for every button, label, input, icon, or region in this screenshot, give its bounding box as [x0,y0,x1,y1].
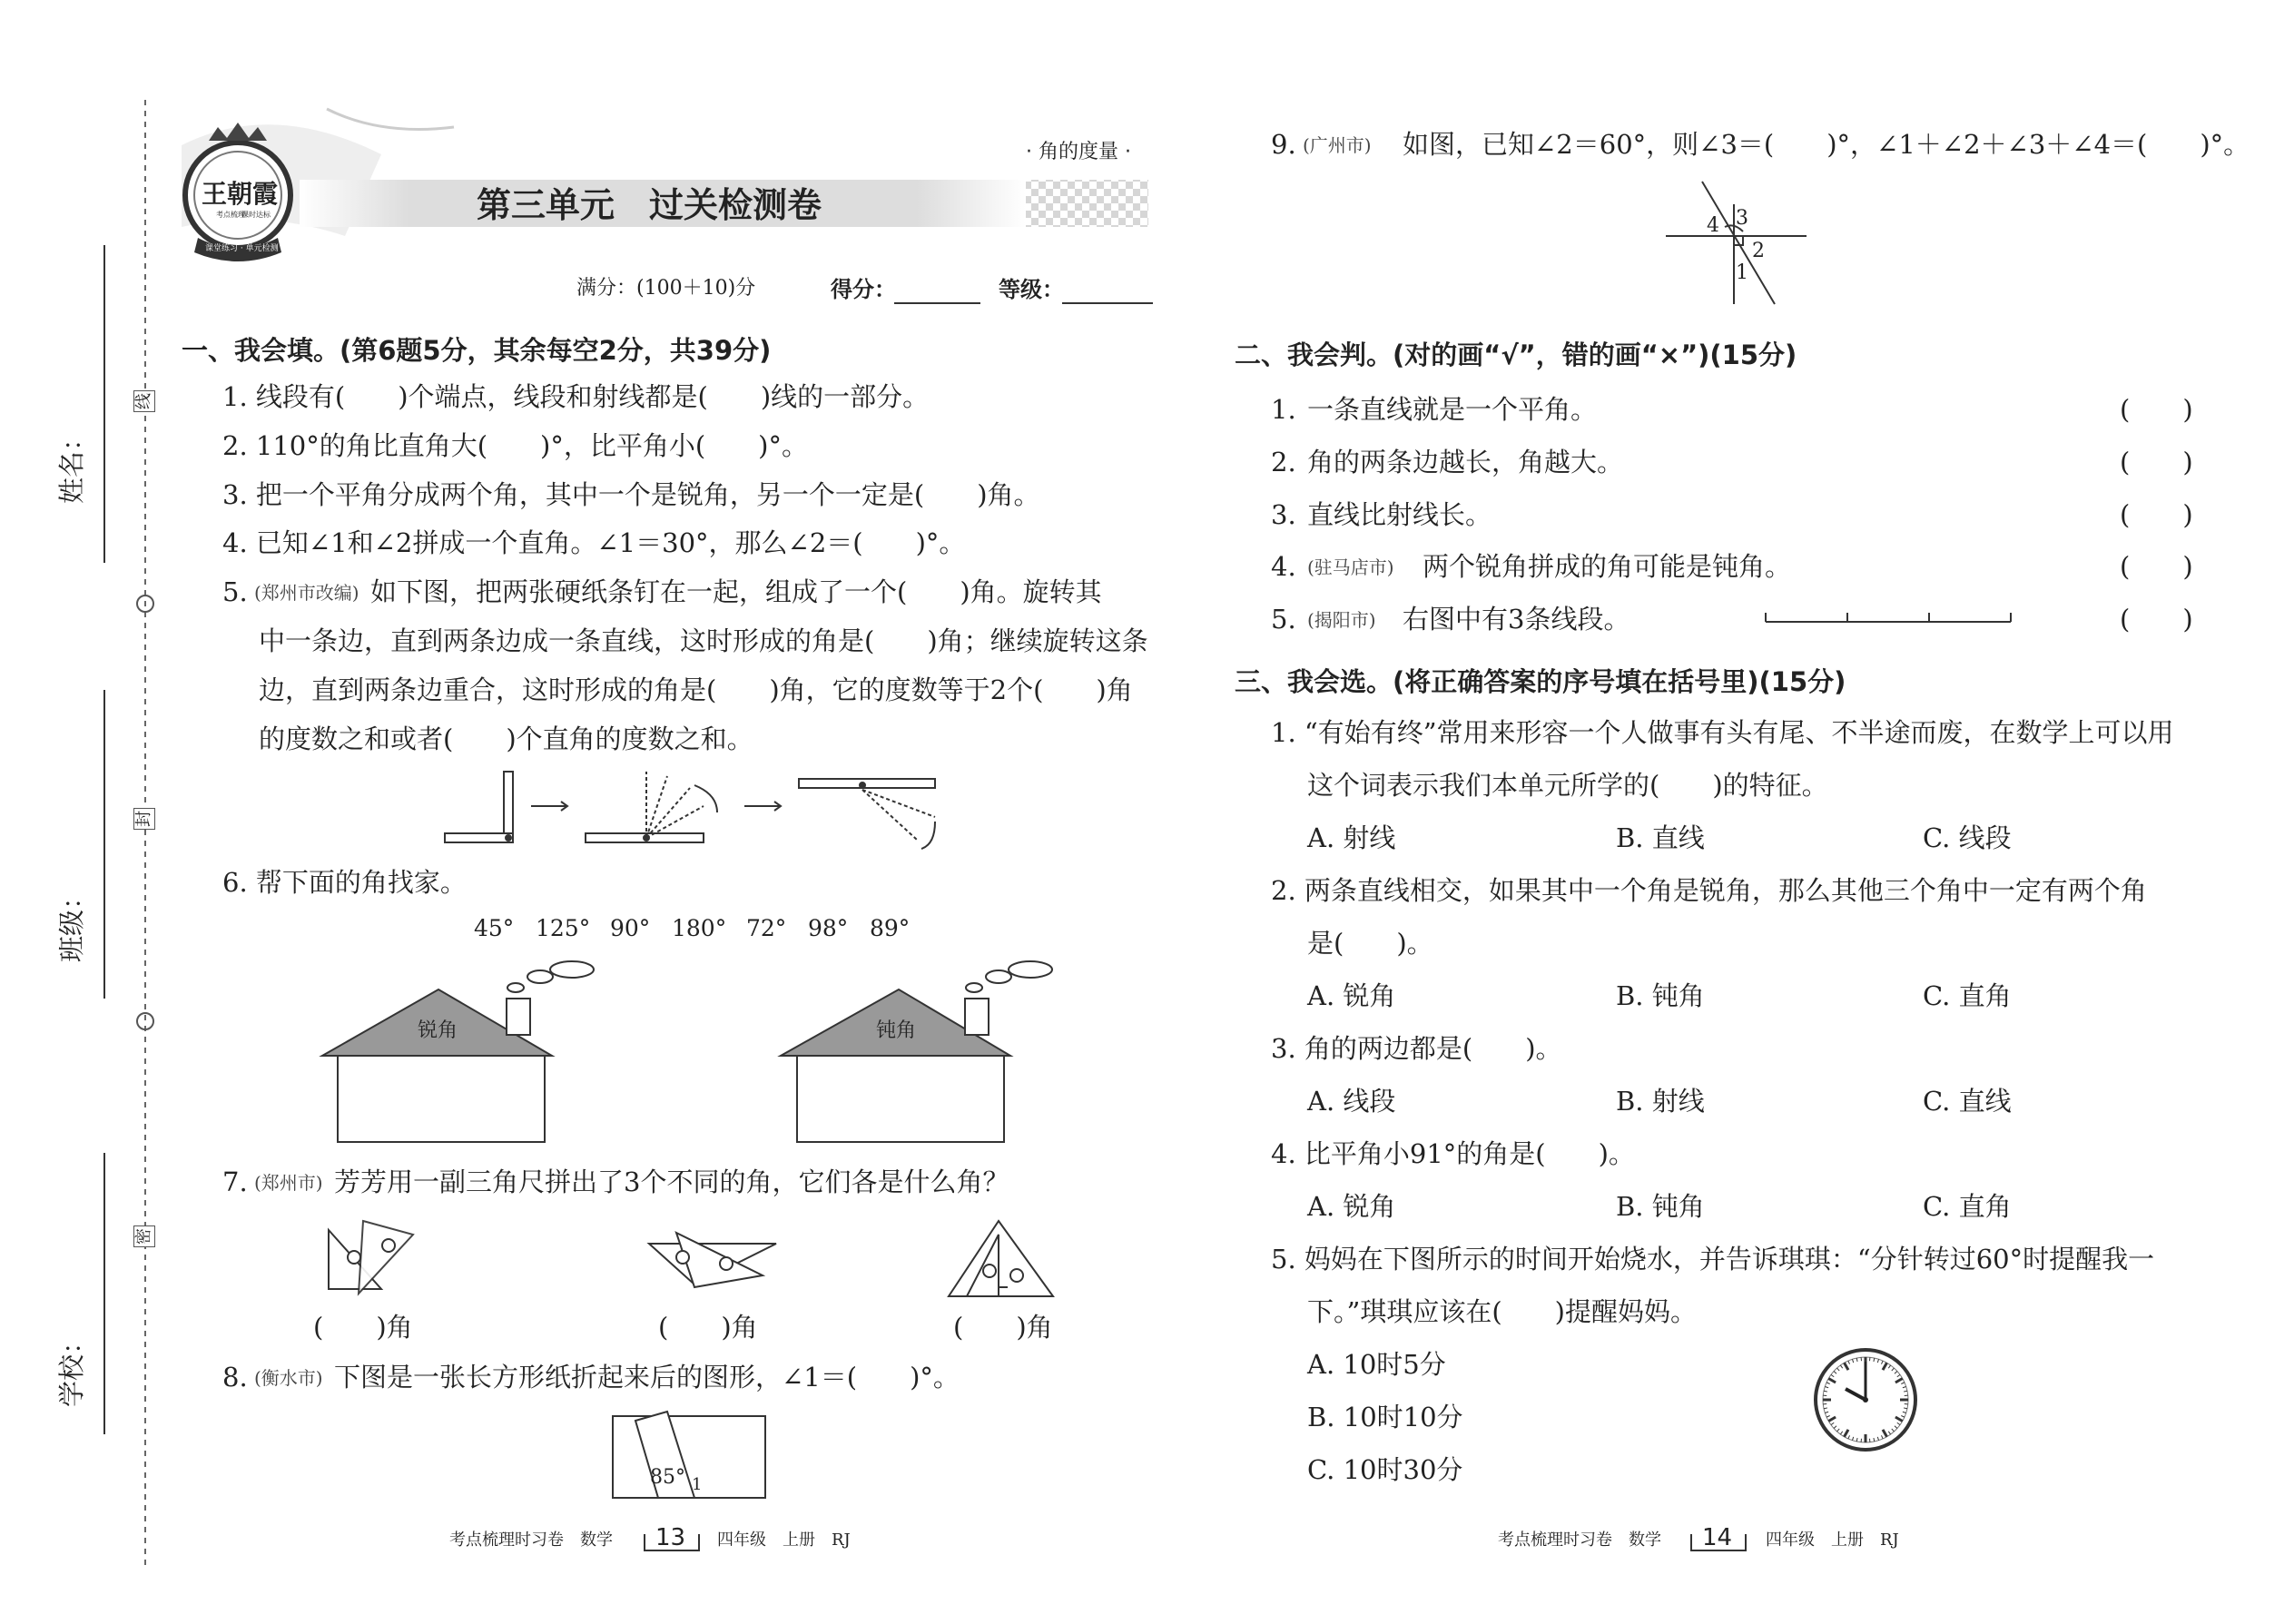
p1-q7-text: 芳芳用一副三角尺拼出了3个不同的角，它们各是什么角？ [334,1166,1009,1197]
p2-item1-answer[interactable]: ( ) [2120,394,2193,425]
p3-q3-opt-c[interactable]: C. 直线 [1923,1086,2012,1117]
p2-item4-num: 4. [1271,551,1296,582]
school-label: 学校： [56,1327,87,1407]
p2-item2-num: 2. [1271,447,1296,477]
p3-q1-opt-c[interactable]: C. 线段 [1923,822,2012,853]
cut-mark-seal: 封 [133,808,155,830]
left-footer-page: 13 [655,1524,686,1551]
p3-q4-opt-b[interactable]: B. 钝角 [1616,1191,1705,1222]
p1-q5-num: 5. [222,576,248,607]
left-footer-book: 考点梳理时习卷 数学 [449,1530,613,1550]
p1-q6: 6. 帮下面的角找家。 [222,867,467,898]
p3-q5-opt-b[interactable]: B. 10时10分 [1307,1402,1463,1432]
q6-angle-5: 98° [808,915,849,941]
r-q9-text: 如图，已知∠2＝60°，则∠3＝( )°，∠1＋∠2＋∠3＋∠4＝( )°。 [1403,129,2250,160]
p3-q2-opt-b[interactable]: B. 钝角 [1616,980,1705,1011]
p2-item3-text: 直线比射线长。 [1307,499,1492,530]
q7-answer-1[interactable]: ( )角 [313,1312,413,1343]
p3-q3-opt-b[interactable]: B. 射线 [1616,1086,1705,1117]
part1-heading: 一、我会填。(第6题5分，其余每空2分，共39分) [182,335,772,366]
part2-heading: 二、我会判。(对的画“√”，错的画“×”)(15分) [1235,340,1797,370]
p2-item3-answer[interactable]: ( ) [2120,499,2193,530]
q9-label-4: 4 [1707,214,1719,237]
score-label: 得分： [831,277,896,302]
p1-q8-text: 下图是一张长方形纸折起来后的图形，∠1＝( )°。 [334,1362,960,1393]
p3-q2-opt-a[interactable]: A. 锐角 [1307,980,1396,1011]
p1-q8-source: (衡水市) [254,1367,323,1389]
q6-angle-0: 45° [474,915,515,941]
grade-label: 等级： [999,277,1064,302]
p3-q2-opt-c[interactable]: C. 直角 [1923,980,2012,1011]
name-label: 姓名： [56,424,87,504]
q9-label-3: 3 [1736,207,1748,230]
p1-q1: 1. 线段有( )个端点，线段和射线都是( )线的一部分。 [222,381,930,412]
cut-mark-secret: 密 [133,1225,155,1247]
p3-q4: 4. 比平角小91°的角是( )。 [1271,1138,1635,1169]
class-label: 班级： [56,882,87,962]
full-score: 满分：(100＋10)分 [576,277,756,300]
p1-q3: 3. 把一个平角分成两个角，其中一个是锐角，另一个一定是( )角。 [222,479,1040,510]
r-q9-num: 9. [1271,129,1296,160]
p1-q5-line2: 中一条边，直到两条边成一条直线，这时形成的角是( )角；继续旋转这条 [259,625,1148,656]
house-label-acute: 锐角 [418,1019,458,1042]
p2-item5-num: 5. [1271,604,1296,635]
p3-q5-opt-c[interactable]: C. 10时30分 [1307,1454,1463,1485]
p3-q1-line1: 1. “有始有终”常用来形容一个人做事有头有尾、不半途而废，在数学上可以用 [1271,717,2174,748]
q8-angle-1-label: 1 [692,1475,703,1494]
p2-item2-text: 角的两条边越长，角越大。 [1307,447,1624,477]
q6-angle-3: 180° [672,915,727,941]
p3-q5-line2: 下。”琪琪应该在( )提醒妈妈。 [1307,1296,1697,1327]
p2-item1-num: 1. [1271,394,1296,425]
p1-q5-line3: 边，直到两条边重合，这时形成的角是( )角，它的度数等于2个( )角 [259,674,1133,705]
p2-item4-answer[interactable]: ( ) [2120,551,2193,582]
q6-angle-1: 125° [536,915,591,941]
p3-q3-opt-a[interactable]: A. 线段 [1307,1086,1396,1117]
house-label-obtuse: 钝角 [876,1019,917,1042]
p3-q4-opt-c[interactable]: C. 直角 [1923,1191,2012,1222]
p1-q8-num: 8. [222,1362,248,1393]
q6-angle-6: 89° [870,915,911,941]
right-footer-grade: 四年级 上册 RJ [1766,1530,1899,1550]
p3-q1-opt-a[interactable]: A. 射线 [1307,822,1396,853]
logo-small-2: 课时达标 [241,211,271,219]
left-footer-grade: 四年级 上册 RJ [717,1530,851,1550]
p1-q4: 4. 已知∠1和∠2拼成一个直角。∠1＝30°，那么∠2＝( )°。 [222,527,966,558]
logo-text: 王朝霞 [202,179,279,209]
p1-q5-source: (郑州市改编) [254,582,359,604]
cut-mark-line: 线 [133,390,155,412]
logo-small-1: 考点梳理 [216,211,245,219]
q8-angle-label: 85° [650,1466,685,1489]
p2-item4-text: 两个锐角拼成的角可能是钝角。 [1423,551,1792,582]
page-title: 第三单元 过关检测卷 [477,185,822,225]
p3-q2-line1: 2. 两条直线相交，如果其中一个角是锐角，那么其他三个角中一定有两个角 [1271,875,2147,906]
p1-q2: 2. 110°的角比直角大( )°，比平角小( )°。 [222,430,808,461]
p3-q1-line2: 这个词表示我们本单元所学的( )的特征。 [1307,770,1828,801]
p2-item3-num: 3. [1271,499,1296,530]
p3-q1-opt-b[interactable]: B. 直线 [1616,822,1705,853]
q6-angle-4: 72° [746,915,787,941]
q6-angle-2: 90° [610,915,651,941]
p3-q2-line2: 是( )。 [1307,928,1433,959]
part3-heading: 三、我会选。(将正确答案的序号填在括号里)(15分) [1235,666,1846,697]
p2-item1-text: 一条直线就是一个平角。 [1307,394,1598,425]
p3-q4-opt-a[interactable]: A. 锐角 [1307,1191,1396,1222]
p1-q7-source: (郑州市) [254,1172,323,1194]
q9-label-2: 2 [1752,240,1765,262]
right-footer-page: 14 [1702,1524,1733,1551]
p3-q5-line1: 5. 妈妈在下图所示的时间开始烧水，并告诉琪琪：“分针转过60°时提醒我一 [1271,1244,2155,1275]
p2-item2-answer[interactable]: ( ) [2120,447,2193,477]
p2-item4-source: (驻马店市) [1307,556,1394,578]
p2-item5-answer[interactable]: ( ) [2120,604,2193,635]
p2-item5-text: 右图中有3条线段。 [1403,604,1630,635]
p1-q5-line1: 如下图，把两张硬纸条钉在一起，组成了一个( )角。旋转其 [370,576,1102,607]
r-q9-source: (广州市) [1303,134,1372,156]
p2-item5-source: (揭阳市) [1307,609,1376,631]
p3-q5-opt-a[interactable]: A. 10时5分 [1307,1349,1446,1380]
section-tag: · 角的度量 · [1026,141,1131,163]
right-footer-book: 考点梳理时习卷 数学 [1498,1530,1661,1550]
p1-q5-line4: 的度数之和或者( )个直角的度数之和。 [259,723,753,754]
q7-answer-3[interactable]: ( )角 [953,1312,1053,1343]
q7-answer-2[interactable]: ( )角 [658,1312,758,1343]
p1-q7-num: 7. [222,1166,248,1197]
logo-ribbon-text: 课堂练习 · 单元检测 [205,244,279,253]
p3-q3: 3. 角的两边都是( )。 [1271,1033,1562,1064]
q9-label-1: 1 [1736,261,1748,284]
